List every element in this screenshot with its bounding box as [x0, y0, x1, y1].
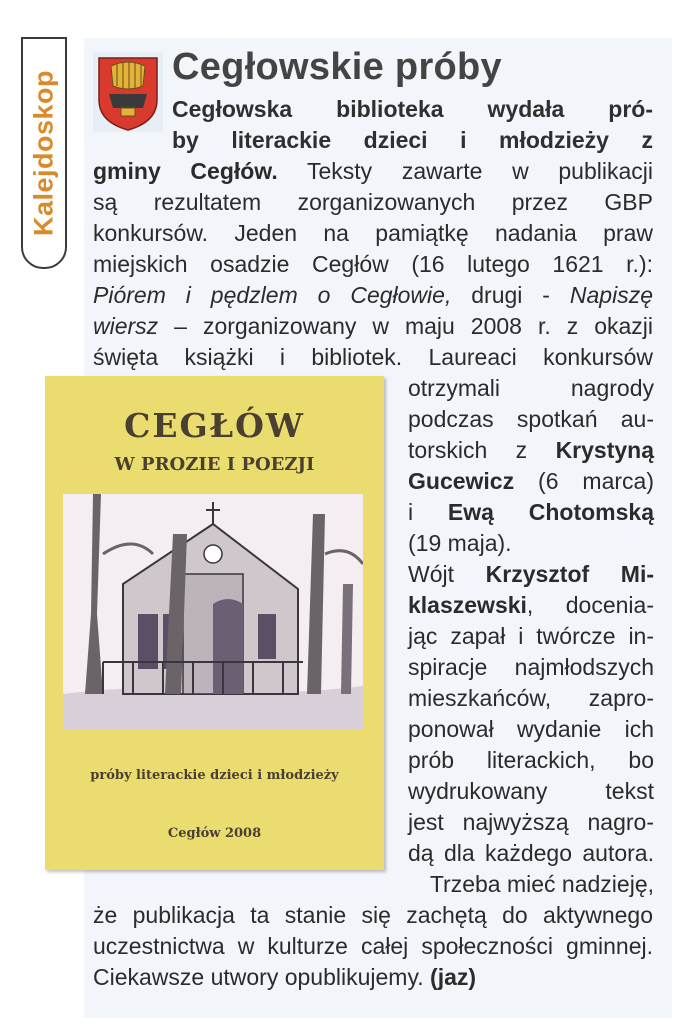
contest-title-2: Napiszę [569, 282, 653, 308]
author-name: Krystyną [555, 437, 654, 463]
body-text: drugi - [451, 282, 570, 308]
body-line-5: konkursów. Jeden na pamiątkę nadania praw [93, 220, 653, 246]
contest-title-2-cont: wiersz [93, 313, 159, 339]
body-line-3 [93, 156, 653, 187]
book-caption: próby literackie dzieci i młodzieży [90, 768, 339, 783]
author-name: Gucewicz [408, 468, 515, 494]
side-line-9: jąc zapał i twórcze in- [408, 623, 654, 649]
side-line-10: spiracje najmłodszych [408, 654, 654, 680]
body-line-7 [93, 280, 653, 311]
body-text: Teksty zawarte w publikacji [277, 158, 653, 184]
body-text: (6 marca) [514, 468, 654, 494]
side-line-5 [408, 497, 654, 528]
lead-line-3: gminy Cegłów. [93, 158, 278, 184]
body-line-8 [93, 311, 653, 342]
body-text: – zorganizowany w maju 2008 r. z okazji [158, 313, 653, 339]
author-signature: (jaz) [430, 964, 477, 990]
side-line-13: prób literackich, bo [408, 747, 654, 773]
side-line-12: ponował wydanie ich [408, 716, 654, 742]
body-line-w3 [93, 962, 653, 993]
body-line-6: miejskich osadzie Cegłów (16 lutego 1621 r.): [93, 251, 653, 277]
contest-title-1: Piórem i pędzlem o Cegłowie, [93, 282, 452, 308]
article-title: Cegłowskie próby [172, 46, 502, 88]
body-text: i [408, 499, 448, 525]
side-line-6: (19 maja). [408, 530, 512, 556]
side-line-8 [408, 590, 654, 621]
side-line-14: wydrukowany tekst [408, 778, 654, 804]
person-name: Krzysztof Mi- [485, 561, 654, 587]
side-line-17: Trzeba mieć nadzieję, [429, 871, 654, 897]
body-line-w1: że publikacja ta stanie się zachętą do aktywnego [93, 902, 653, 928]
body-line-9: święta książki i bibliotek. Laureaci konkursów [93, 344, 653, 370]
side-line-2: podczas spotkań au- [408, 406, 654, 432]
body-line-4: są rezultatem zorganizowanych przez GBP [93, 189, 653, 215]
body-text: , docenia- [526, 592, 654, 618]
side-line-3 [408, 435, 654, 466]
body-line-w2: uczestnictwa w kulturze całej społeczności gminnej. [93, 933, 653, 959]
side-line-11: mieszkańców, zapro- [408, 685, 654, 711]
person-name: klaszewski [408, 592, 527, 618]
book-subtitle: W PROZIE I POEZJI [114, 454, 315, 475]
lead-line-1: Cegłowska biblioteka wydała pró- [172, 96, 653, 122]
section-tab [21, 37, 67, 269]
coat-of-arms-icon [93, 52, 163, 132]
body-text: Ciekawsze utwory opublikujemy. [93, 964, 431, 990]
book-cover-image [45, 376, 384, 870]
lead-line-2: by literackie dzieci i młodzieży z [172, 127, 653, 153]
book-footer: Cegłów 2008 [167, 826, 262, 841]
body-text: Wójt [408, 561, 486, 587]
church-illustration [63, 494, 363, 730]
side-line-16: dą dla każdego autora. [408, 840, 654, 866]
book-title: CEGŁÓW [124, 406, 305, 445]
section-tab-label: Kalejdoskop [28, 69, 59, 237]
side-line-7 [408, 559, 654, 590]
side-line-4 [408, 466, 654, 497]
body-text: torskich z [408, 437, 556, 463]
author-name: Ewą Chotomską [447, 499, 654, 525]
side-line-1: otrzymali nagrody [408, 375, 654, 401]
side-line-15: jest najwyższą nagro- [408, 809, 654, 835]
